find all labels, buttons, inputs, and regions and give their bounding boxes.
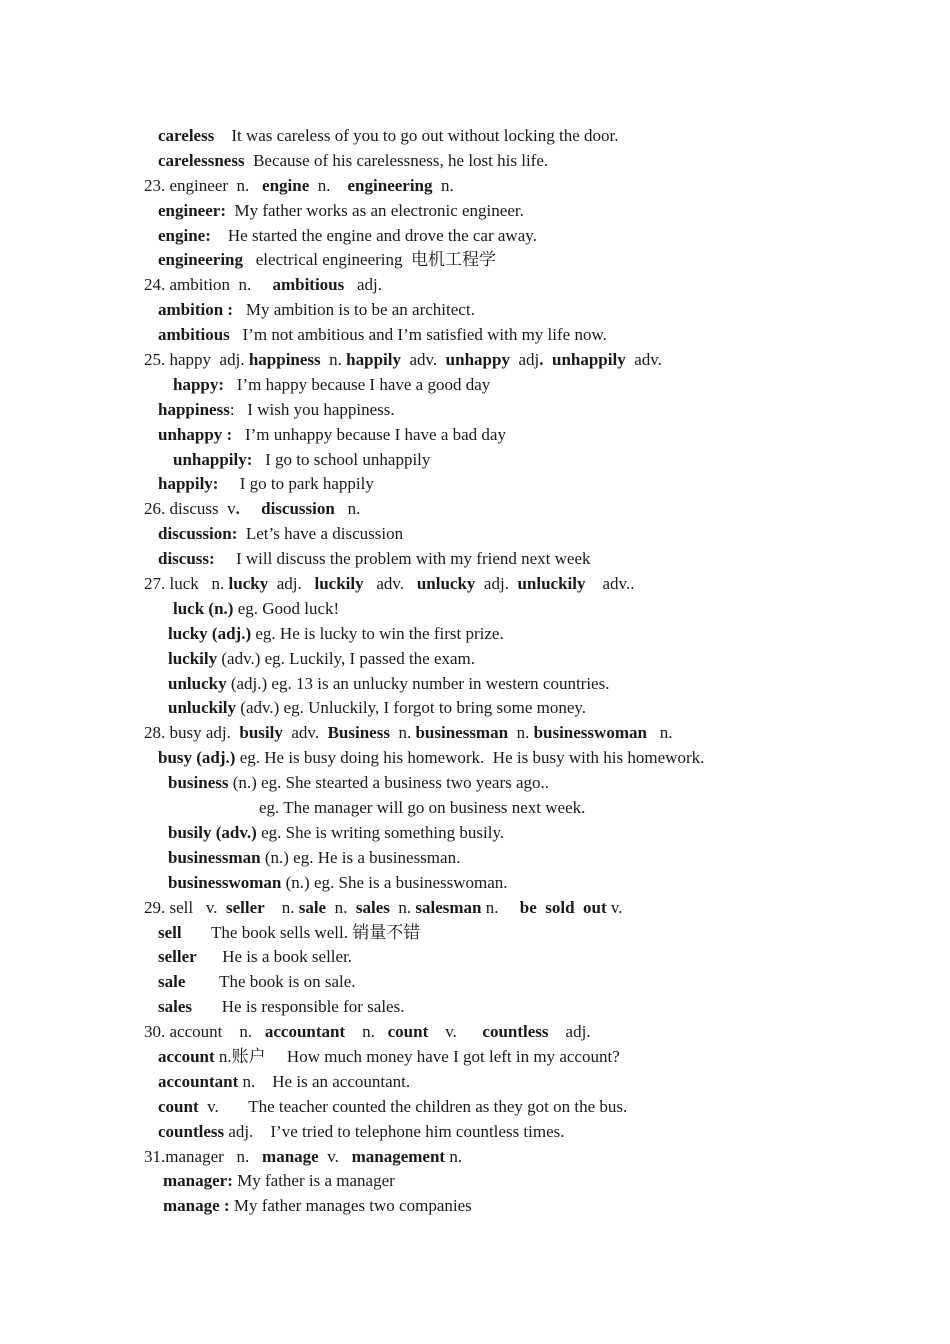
text-segment: adv.. [585,574,635,594]
text-segment: adj [509,350,540,370]
bold-term: businesswoman [533,723,647,743]
bold-term: countless [482,1022,549,1042]
text-segment: He started the engine and drove the car away. [210,225,537,245]
example-line [0,1045,950,1070]
example-line [0,398,950,423]
bold-term: discussion [261,499,335,519]
bold-term: unluckily [168,698,237,718]
example-line [0,373,950,398]
text-segment: n. [646,723,673,743]
text-segment: v. [318,1146,352,1166]
example-line [0,746,950,771]
text-segment: adv. [625,350,662,370]
bold-term: account [158,1046,215,1066]
text-segment: n. [345,1022,388,1042]
bold-term: count [158,1096,199,1116]
text-segment: I’m unhappy because I have a bad day [232,424,506,444]
bold-term: ambitious [272,275,345,295]
bold-term: luckily [168,648,218,668]
text-segment: n. [326,897,356,917]
bold-term: salesman [415,897,482,917]
entry-heading-line [0,348,950,373]
text-segment: eg. He is busy doing his homework. He is busy with his homework. [235,748,705,768]
entry-heading-line [0,273,950,298]
entry-heading-line [0,896,950,921]
example-line [0,696,950,721]
example-line [0,522,950,547]
bold-term: happiness [248,350,321,370]
text-segment: I go to park happily [218,474,374,494]
example-line [0,821,950,846]
example-line [0,597,950,622]
text-segment: 27. luck n. [144,574,229,594]
bold-term: engineer: [158,200,226,220]
text-segment: v. The teacher counted the children as they got on the bus. [198,1096,628,1116]
document-page [0,124,950,1219]
bold-term: carelessness [158,150,245,170]
text-segment: I’m not ambitious and I’m satisfied with my life now. [229,325,607,345]
example-line [0,1194,950,1219]
bold-term: management [351,1146,446,1166]
example-line [0,124,950,149]
entry-heading-line [0,1020,950,1045]
text-segment [543,350,552,369]
example-line [0,672,950,697]
text-segment: n. He is an accountant. [238,1071,411,1091]
text-segment: (adj.) eg. 13 is an unlucky number in western countries. [226,673,610,693]
example-line [0,224,950,249]
entry-heading-line [0,721,950,746]
bold-term: discuss: [158,549,215,569]
example-line [0,547,950,572]
bold-term: happiness [158,399,230,419]
bold-term: unhappy : [158,424,233,444]
text-segment: n. [320,350,347,370]
text-segment: n.账户 How much money have I got left in my account? [214,1046,620,1066]
text-segment: He is a book seller. [196,947,353,967]
bold-term: manage [262,1146,319,1166]
text-segment: adj. [344,275,383,295]
text-segment: adj. [548,1022,591,1042]
text-segment: n. [389,723,416,743]
text-segment: eg. The manager will go on business next week. [259,798,586,818]
bold-term: happily: [158,474,219,494]
example-line [0,1120,950,1145]
text-segment: (n.) eg. He is a businessman. [260,847,461,867]
bold-term: Business [327,723,390,743]
example-line [0,472,950,497]
text-segment: n. [334,499,361,519]
text-segment: v. [428,1022,483,1042]
bold-term: accountant [264,1022,346,1042]
bold-term: busily [239,723,283,743]
text-segment: Let’s have a discussion [237,524,404,544]
text-segment: I will discuss the problem with my friend next week [214,549,591,569]
text-segment: adj. I’ve tried to telephone him countless times. [224,1121,565,1141]
text-segment: adv. [282,723,328,743]
bold-term: . [539,350,544,370]
text-segment: He is responsible for sales. [192,997,405,1017]
bold-term: lucky (adj.) [168,623,252,643]
text-segment: My father is a manager [232,1171,395,1191]
bold-term: sell [158,922,182,942]
bold-term: businessman [168,847,261,867]
text-segment: My ambition is to be an architect. [233,300,475,320]
text-segment: (adv.) eg. Luckily, I passed the exam. [217,648,476,668]
example-line [0,622,950,647]
text-segment: adj. [475,574,518,594]
example-line [0,199,950,224]
text-segment: n. [389,897,416,917]
bold-term: seller [226,897,265,917]
text-segment: eg. Good luck! [233,598,340,618]
example-line [0,846,950,871]
bold-term: be sold out [519,897,607,917]
bold-term: engineering [347,175,433,195]
bold-term: business [168,773,229,793]
entry-heading-line [0,1145,950,1170]
bold-term: count [387,1022,429,1042]
bold-term: manage : [163,1196,230,1216]
bold-term: seller [158,947,197,967]
text-segment: eg. She is writing something busily. [256,822,505,842]
text-segment: The book sells well. 销量不错 [181,922,421,942]
example-line [0,1169,950,1194]
text-segment: : I wish you happiness. [229,399,395,419]
text-segment: n. [264,897,299,917]
bold-term: unlucky [416,574,476,594]
bold-term: luck (n.) [173,598,234,618]
bold-term: sale [298,897,327,917]
bold-term: . [235,499,240,519]
example-line [0,248,950,273]
text-segment: 31.manager n. [144,1146,263,1166]
bold-term: lucky [228,574,269,594]
example-line [0,796,950,821]
bold-term: engineering [158,250,243,270]
example-line [0,323,950,348]
bold-term: unhappy [445,350,510,370]
bold-term: careless [158,126,215,145]
example-line [0,771,950,796]
text-segment: n. [508,723,534,743]
text-segment: n. [481,897,520,917]
example-line [0,298,950,323]
text-segment: 28. busy adj. [144,723,240,743]
bold-term: unluckily [517,574,586,594]
text-segment: I go to school unhappily [252,449,431,469]
bold-term: unlucky [168,673,227,693]
text-segment: My father works as an electronic engineer. [225,200,524,220]
bold-term: discussion: [158,524,238,544]
text-segment [240,499,261,518]
entry-heading-line [0,572,950,597]
bold-term: sales [158,997,192,1017]
text-segment: 23. engineer n. [144,175,263,195]
example-line [0,871,950,896]
bold-term: ambition : [158,300,234,320]
text-segment: 24. ambition n. [144,275,273,295]
text-segment: adv. [363,574,417,594]
bold-term: engine [262,175,310,195]
bold-term: busily (adv.) [168,822,257,842]
text-segment: The book is on sale. [185,972,356,992]
bold-term: businesswoman [168,872,282,892]
bold-term: businessman [415,723,509,743]
bold-term: ambitious [158,325,230,345]
text-segment: adv. [400,350,446,370]
bold-term: busy (adj.) [158,748,236,768]
example-line [0,995,950,1020]
text-segment: (n.) eg. She is a businesswoman. [281,872,508,892]
text-segment: n. [445,1146,463,1166]
entry-heading-line [0,497,950,522]
bold-term: unhappily: [173,449,253,469]
text-segment: 25. happy adj. [144,350,249,370]
text-segment: adj. [268,574,315,594]
text-segment: My father manages two companies [229,1196,472,1216]
text-segment: 30. account n. [144,1022,265,1042]
entry-heading-line [0,174,950,199]
text-segment: n. [432,175,454,195]
text-segment: It was careless of you to go out without locking the door. [214,126,619,145]
example-line [0,149,950,174]
bold-term: unhappily [551,350,626,370]
text-segment: (n.) eg. She stearted a business two years ago.. [228,773,550,793]
bold-term: sales [355,897,390,917]
bold-term: happy: [173,374,225,394]
example-line [0,423,950,448]
example-line [0,945,950,970]
text-segment: I’m happy because I have a good day [224,374,491,394]
example-line [0,921,950,946]
example-line [0,448,950,473]
bold-term: accountant [158,1071,239,1091]
text-segment: eg. He is lucky to win the first prize. [251,623,504,643]
text-segment: Because of his carelessness, he lost his life. [244,150,549,170]
bold-term: luckily [314,574,364,594]
text-segment: 29. sell v. [144,897,227,917]
example-line [0,970,950,995]
text-segment: electrical engineering 电机工程学 [243,250,497,270]
bold-term: engine: [158,225,211,245]
example-line [0,647,950,672]
example-line [0,1095,950,1120]
bold-term: sale [158,972,186,992]
text-segment: n. [309,175,348,195]
text-segment: v. [606,897,623,917]
text-segment: 26. discuss v [144,499,236,519]
text-segment: (adv.) eg. Unluckily, I forgot to bring some money. [236,698,587,718]
bold-term: countless [158,1121,225,1141]
example-line [0,1070,950,1095]
bold-term: manager: [163,1171,233,1191]
bold-term: happily [346,350,401,370]
